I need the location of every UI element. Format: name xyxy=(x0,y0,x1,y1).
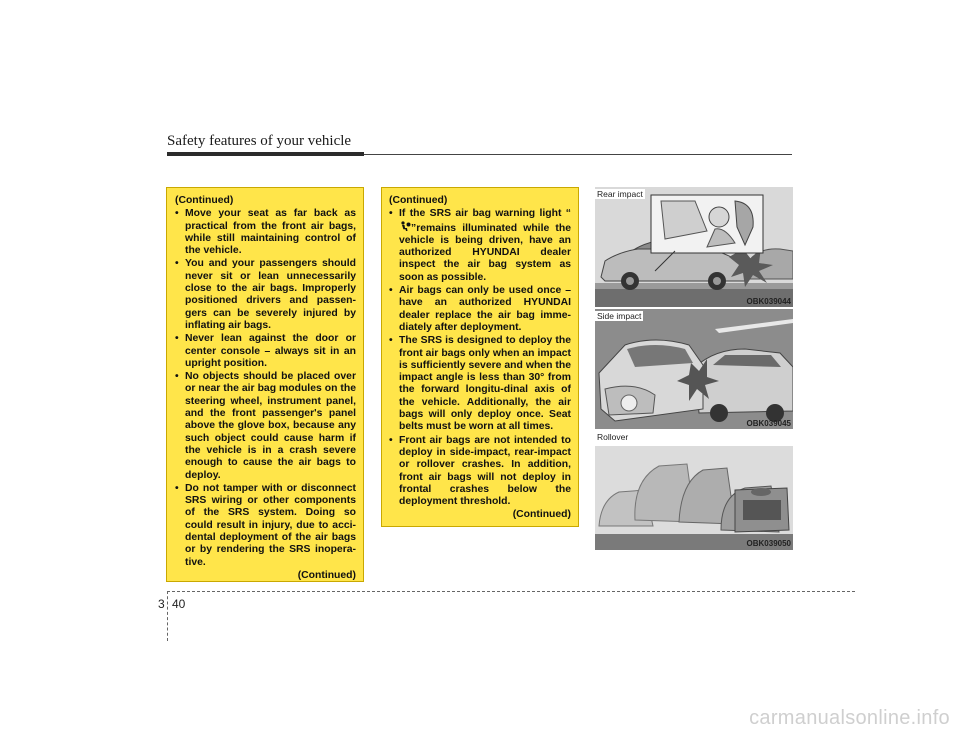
list-item: • Never lean against the door or center console – always sit in an upright position. xyxy=(175,333,356,370)
list-item xyxy=(389,208,571,284)
header-bar xyxy=(167,152,364,156)
figure-code: OBK039045 xyxy=(746,419,791,428)
list-item: • No objects should be placed over or near the air bag modules on the steering wheel, instrument panel, and the front passenger's panel above the glove box, because any such object could cause harm if the vehicle is in a crash severe enough to cause the air bags to deploy. xyxy=(175,371,356,482)
footer-vertical-rule xyxy=(167,591,168,641)
list-item: • The SRS is designed to deploy the front air bags only when an impact is sufficiently severe and when the impact angle is less than 30° from the forward longitu-dinal axis of the vehicle. Additionally, the air bags will only deploy once. Seat belts must be worn at all times. xyxy=(389,335,571,433)
rollover-illustration xyxy=(595,430,793,550)
page-number: 40 xyxy=(172,597,186,611)
item-text-prefix: If the SRS air bag warning light “ xyxy=(399,208,571,220)
figure-code: OBK039050 xyxy=(746,539,791,548)
continued-label-top: (Continued) xyxy=(175,195,234,206)
watermark: carmanualsonline.info xyxy=(749,707,950,729)
warning-box-middle xyxy=(381,187,579,527)
list-item: • Air bags can only be used once – have an authorized HYUNDAI dealer replace the air bag imme-diately after deployment. xyxy=(389,285,571,334)
warning-box-left xyxy=(166,187,364,582)
figure-rear-impact xyxy=(595,187,793,307)
footer-rule xyxy=(167,591,855,592)
figure-side-impact xyxy=(595,309,793,429)
warning-list-middle xyxy=(389,208,571,508)
figure-code: OBK039044 xyxy=(746,297,791,306)
figure-label: Side impact xyxy=(597,311,642,321)
figure-label: Rear impact xyxy=(597,189,643,199)
item-text-suffix: ”remains illuminated while the vehicle is being driven, have an authorized HYUNDAI dealer inspect the air bag system as soon as possible. xyxy=(399,222,571,283)
rear-impact-illustration xyxy=(595,187,793,307)
warning-list-left xyxy=(175,208,356,569)
list-item: • Front air bags are not intended to deploy in side-impact, rear-impact or rollover crashes. In addition, front air bags will not deploy in frontal crashes below the deployment threshold. xyxy=(389,435,571,509)
header-rule xyxy=(364,154,792,155)
continued-label-bottom: (Continued) xyxy=(297,569,356,581)
page-header-title: Safety features of your vehicle xyxy=(167,133,352,149)
list-item: • You and your passengers should never sit or lean unnecessarily close to the air bags. Improperly positioned drivers and passen-gers can be severely injured by inflating air bags. xyxy=(175,258,356,332)
section-number: 3 xyxy=(158,597,165,611)
continued-label-top: (Continued) xyxy=(389,195,448,206)
continued-label-bottom: (Continued) xyxy=(512,509,571,521)
airbag-warning-icon xyxy=(399,221,411,232)
side-impact-illustration xyxy=(595,309,793,429)
list-item: • Move your seat as far back as practical from the front air bags, while still maintaining control of the vehicle. xyxy=(175,208,356,257)
figure-label: Rollover xyxy=(597,432,629,442)
figure-rollover xyxy=(595,430,793,550)
list-item: • Do not tamper with or disconnect SRS wiring or other components of the SRS system. Doing so could result in injury, due to acci-dental deployment of the air bags or by rendering the SRS inopera-tive. xyxy=(175,483,356,569)
